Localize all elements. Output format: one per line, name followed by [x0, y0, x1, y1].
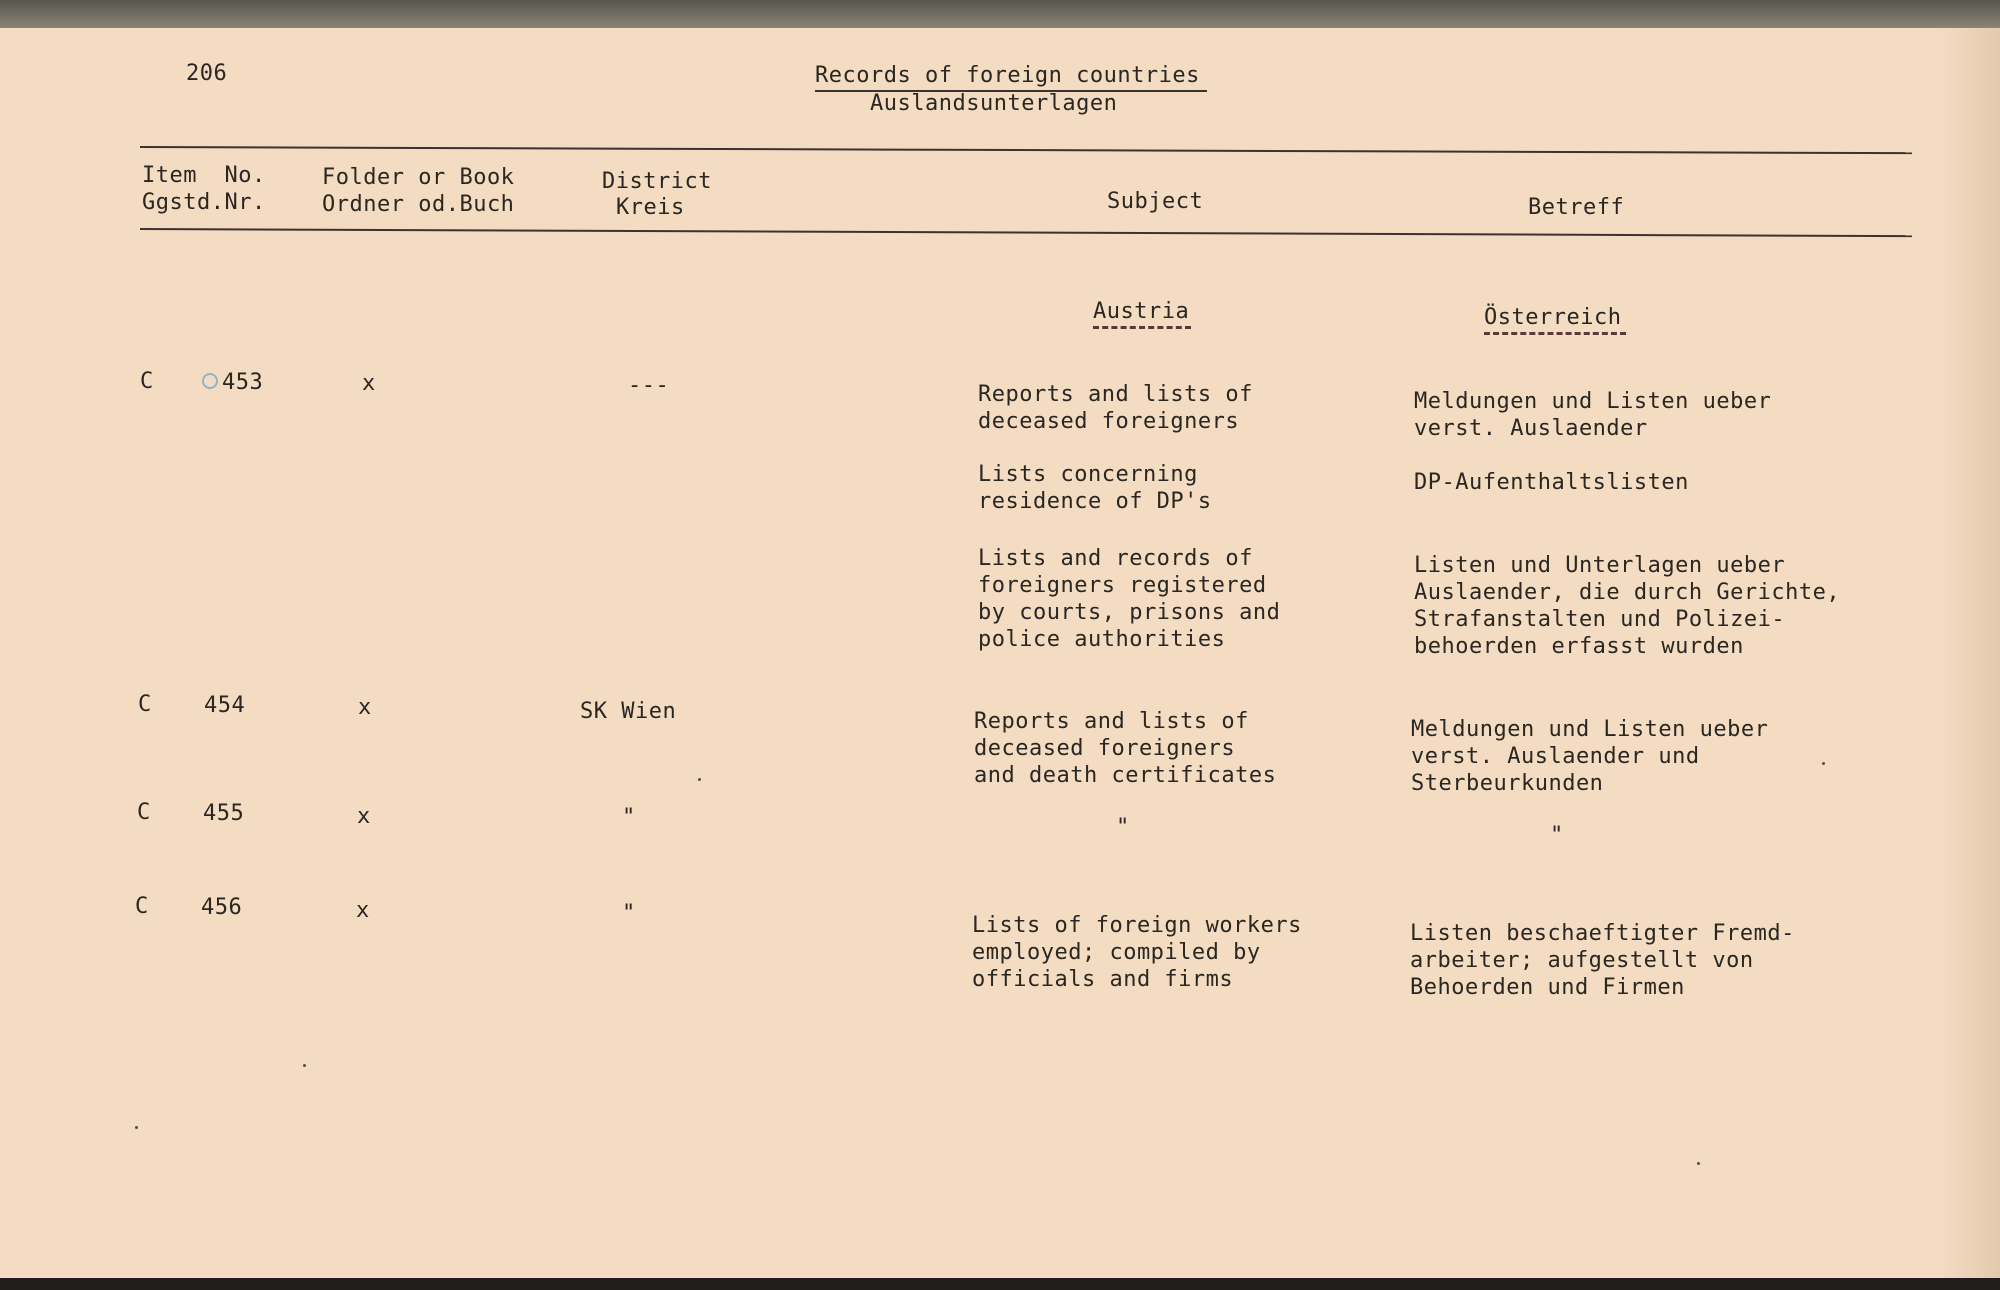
row-453-subject-1: Reports and lists of deceased foreigners [978, 382, 1253, 434]
header-rule-bottom [140, 228, 1912, 237]
col-item-label: Item No. [142, 163, 266, 188]
section-heading-subject: Austria [1093, 299, 1190, 324]
row-453-folder: x [362, 371, 376, 396]
header-rule-top [140, 146, 1912, 154]
row-453-number: 453 [222, 370, 264, 395]
scan-bottom-edge [0, 1278, 2000, 1290]
col-item-label-de: Ggstd.Nr. [142, 190, 266, 215]
scan-top-edge [0, 0, 2000, 28]
row-456-betreff: Listen beschaeftigter Fremd- arbeiter; aufgestellt von Behoerden und Firmen [1410, 921, 1795, 1000]
col-folder-label-de: Ordner od.Buch [322, 192, 515, 217]
col-subject-label: Subject [1107, 189, 1204, 214]
row-456-subject: Lists of foreign workers employed; compiled by officials and firms [972, 913, 1302, 992]
document-subtitle: Auslandsunterlagen [870, 91, 1118, 116]
page-number: 206 [186, 61, 228, 86]
section-heading-subject-underline [1093, 326, 1191, 329]
paper-speck [1697, 1162, 1700, 1165]
paper-speck [303, 1064, 306, 1067]
row-453-betreff-1: Meldungen und Listen ueber verst. Auslaender [1414, 389, 1772, 441]
row-455-number: 455 [203, 801, 245, 826]
col-district-label: District [602, 169, 712, 194]
col-betreff-label: Betreff [1528, 195, 1625, 220]
row-456-folder: x [356, 898, 370, 923]
col-folder-label: Folder or Book [322, 165, 515, 190]
row-453-betreff-2: DP-Aufenthaltslisten [1414, 470, 1689, 495]
row-456-prefix: C [135, 894, 149, 919]
row-454-number: 454 [204, 693, 246, 718]
row-454-subject: Reports and lists of deceased foreigners and death certificates [974, 709, 1277, 788]
row-453-district: --- [628, 373, 670, 398]
row-455-subject: " [1116, 815, 1130, 840]
row-454-prefix: C [138, 692, 152, 717]
row-456-number: 456 [201, 895, 243, 920]
row-454-folder: x [358, 695, 372, 720]
row-455-betreff: " [1550, 823, 1564, 848]
row-454-betreff: Meldungen und Listen ueber verst. Auslaender und Sterbeurkunden [1411, 717, 1769, 796]
row-453-betreff-3: Listen und Unterlagen ueber Auslaender, die durch Gerichte, Strafanstalten und Polizei- behoerden erfasst wurden [1414, 553, 1841, 659]
row-455-district: " [622, 805, 636, 830]
section-heading-betreff: Österreich [1484, 305, 1622, 330]
row-455-prefix: C [137, 800, 151, 825]
col-district-label-de: Kreis [616, 195, 685, 220]
row-456-district: " [622, 901, 636, 926]
row-453-subject-3: Lists and records of foreigners registered by courts, prisons and police authorities [978, 546, 1281, 652]
paper-speck [1822, 762, 1825, 765]
row-453-prefix: C [140, 369, 154, 394]
row-453-subject-2: Lists concerning residence of DP's [978, 462, 1212, 514]
paper-speck [135, 1126, 138, 1129]
row-454-district: SK Wien [580, 699, 677, 724]
paper-speck [698, 778, 701, 781]
document-page [0, 28, 2000, 1278]
pencil-circle-mark [202, 373, 218, 389]
section-heading-betreff-underline [1484, 332, 1626, 335]
document-title: Records of foreign countries [815, 63, 1200, 88]
row-455-folder: x [357, 804, 371, 829]
